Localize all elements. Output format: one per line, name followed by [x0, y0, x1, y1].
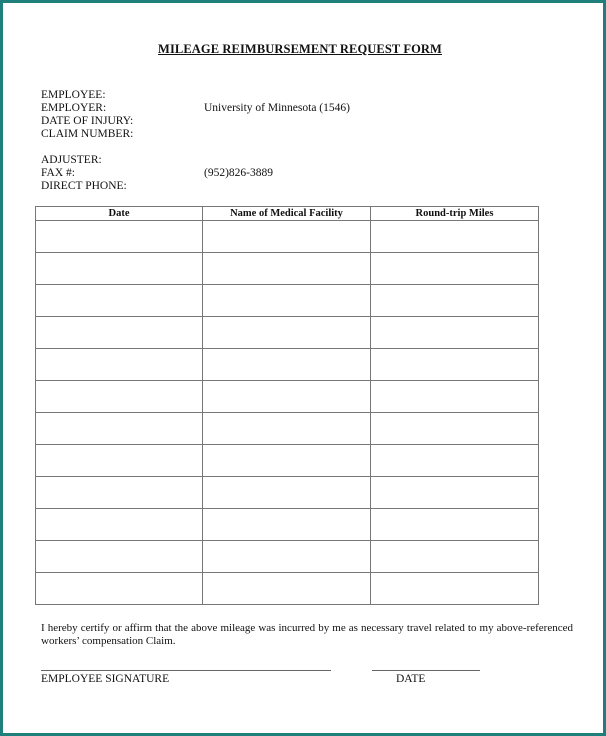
date-cell[interactable] [36, 573, 203, 605]
date-of-injury-label: DATE OF INJURY: [41, 115, 134, 127]
table-row [36, 285, 539, 317]
direct-phone-label: DIRECT PHONE: [41, 180, 127, 192]
table-row [36, 221, 539, 253]
facility-cell[interactable] [203, 509, 371, 541]
date-cell[interactable] [36, 253, 203, 285]
table-row [36, 445, 539, 477]
miles-cell[interactable] [371, 285, 539, 317]
facility-cell[interactable] [203, 541, 371, 573]
miles-cell[interactable] [371, 253, 539, 285]
facility-cell[interactable] [203, 477, 371, 509]
facility-cell[interactable] [203, 253, 371, 285]
facility-cell[interactable] [203, 445, 371, 477]
miles-cell[interactable] [371, 349, 539, 381]
miles-cell[interactable] [371, 573, 539, 605]
miles-cell[interactable] [371, 221, 539, 253]
form-title: MILEAGE REIMBURSEMENT REQUEST FORM [158, 42, 442, 56]
column-header-date: Date [36, 207, 203, 221]
facility-cell[interactable] [203, 285, 371, 317]
table-row [36, 541, 539, 573]
fax-label: FAX #: [41, 167, 75, 179]
column-header-facility: Name of Medical Facility [203, 207, 371, 221]
miles-cell[interactable] [371, 509, 539, 541]
date-cell[interactable] [36, 317, 203, 349]
mileage-table [35, 206, 539, 605]
table-row [36, 349, 539, 381]
miles-cell[interactable] [371, 317, 539, 349]
table-header-row [36, 207, 539, 221]
employee-signature-label: EMPLOYEE SIGNATURE [41, 673, 170, 685]
table-row [36, 413, 539, 445]
miles-cell[interactable] [371, 381, 539, 413]
date-cell[interactable] [36, 349, 203, 381]
date-cell[interactable] [36, 477, 203, 509]
table-row [36, 509, 539, 541]
claim-number-label: CLAIM NUMBER: [41, 128, 134, 140]
facility-cell[interactable] [203, 349, 371, 381]
date-cell[interactable] [36, 221, 203, 253]
date-cell[interactable] [36, 285, 203, 317]
table-row [36, 253, 539, 285]
date-cell[interactable] [36, 413, 203, 445]
date-cell[interactable] [36, 445, 203, 477]
facility-cell[interactable] [203, 413, 371, 445]
table-row [36, 381, 539, 413]
employer-label: EMPLOYER: [41, 102, 107, 114]
date-cell[interactable] [36, 381, 203, 413]
table-row [36, 317, 539, 349]
date-cell[interactable] [36, 541, 203, 573]
fax-value: (952)826-3889 [204, 167, 273, 179]
miles-cell[interactable] [371, 445, 539, 477]
miles-cell[interactable] [371, 541, 539, 573]
employee-label: EMPLOYEE: [41, 89, 106, 101]
facility-cell[interactable] [203, 221, 371, 253]
employee-signature-line[interactable] [41, 670, 331, 671]
facility-cell[interactable] [203, 317, 371, 349]
certification-text: I hereby certify or affirm that the above mileage was incurred by me as necessary travel related to my above-referenced workers’ compensation Claim. [41, 622, 573, 647]
table-body [36, 221, 539, 605]
miles-cell[interactable] [371, 477, 539, 509]
employer-value: University of Minnesota (1546) [204, 102, 350, 114]
facility-cell[interactable] [203, 573, 371, 605]
date-cell[interactable] [36, 509, 203, 541]
adjuster-label: ADJUSTER: [41, 154, 102, 166]
table-row [36, 573, 539, 605]
table-row [36, 477, 539, 509]
miles-cell[interactable] [371, 413, 539, 445]
date-signature-label: DATE [396, 673, 426, 685]
facility-cell[interactable] [203, 381, 371, 413]
column-header-miles: Round-trip Miles [371, 207, 539, 221]
date-signature-line[interactable] [372, 670, 480, 671]
